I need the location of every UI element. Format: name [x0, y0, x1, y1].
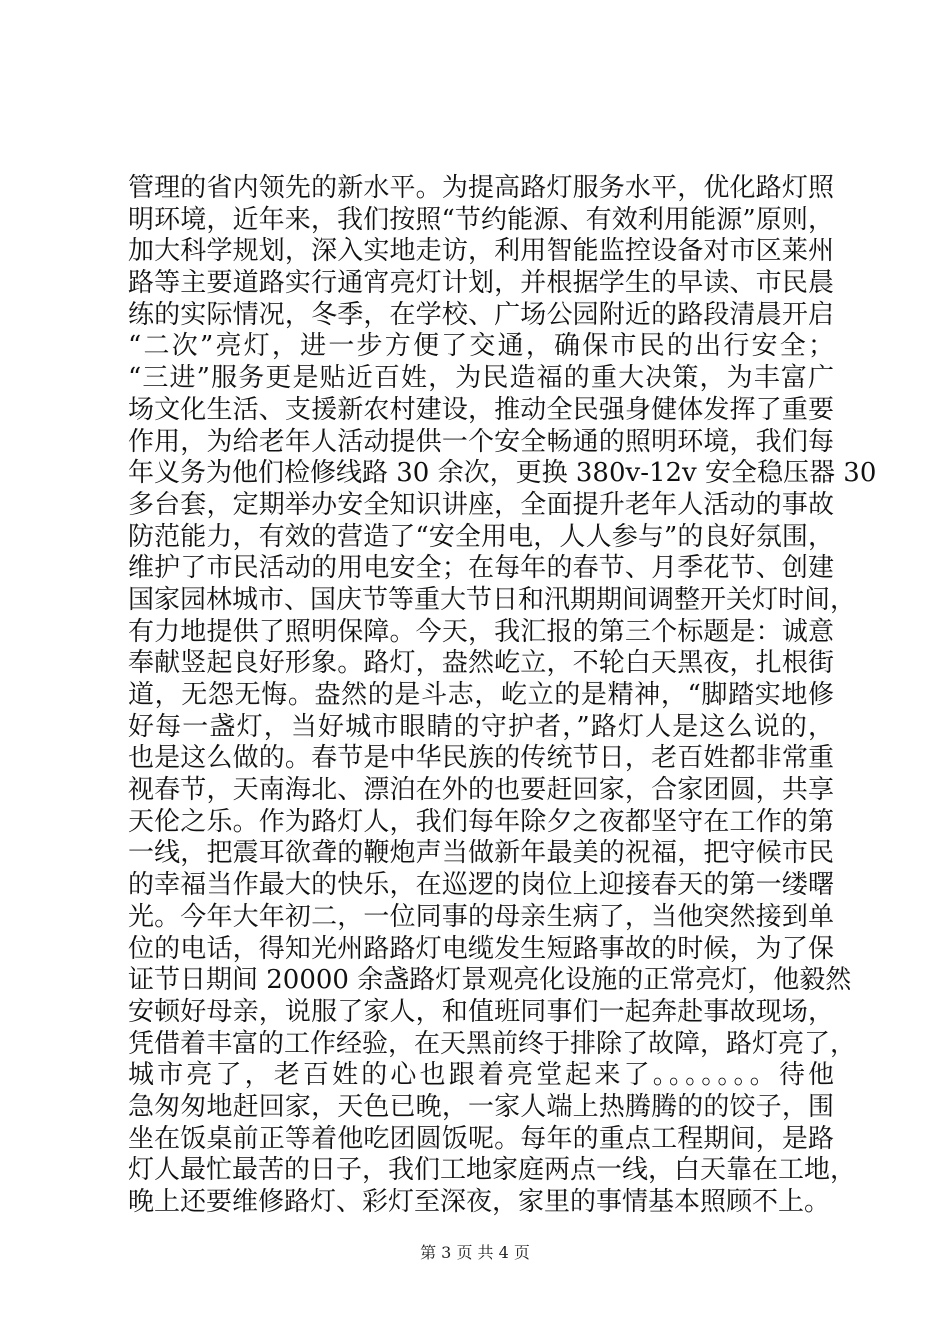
text-line: 管理的省内领先的新水平。为提高路灯服务水平，优化路灯照	[128, 173, 834, 203]
text-line: 场文化生活、支援新农村建设，推动全民强身健体发挥了重要	[128, 394, 834, 425]
text-line: 练的实际情况，冬季，在学校、广场公园附近的路段清晨开启	[128, 299, 834, 330]
text-line: “二次”亮灯，进一步方便了交通，确保市民的出行安全；	[128, 331, 834, 362]
text-line: 坐在饭桌前正等着他吃团圆饭呢。每年的重点工程期间，是路	[128, 1123, 834, 1154]
text-line: 天伦之乐。作为路灯人，我们每年除夕之夜都坚守在工作的第	[128, 806, 834, 837]
text-line: 急匆匆地赶回家，天色已晚，一家人端上热腾腾的的饺子，围	[128, 1091, 834, 1122]
text-line: 路等主要道路实行通宵亮灯计划，并根据学生的早读、市民晨	[128, 268, 834, 299]
text-line: 年义务为他们检修线路 30 余次，更换 380v-12v 安全稳压器 30	[128, 458, 877, 489]
text-line: 凭借着丰富的工作经验，在天黑前终于排除了故障，路灯亮了，	[128, 1028, 857, 1059]
text-line: 视春节，天南海北、漂泊在外的也要赶回家，合家团圆，共享	[128, 775, 834, 806]
text-line: 国家园林城市、国庆节等重大节日和汛期期间调整开关灯时间，	[128, 584, 857, 615]
text-line: 防范能力，有效的营造了“安全用电，人人参与”的良好氛围，	[128, 521, 834, 552]
text-line: 奉献竖起良好形象。路灯，盎然屹立，不轮白天黑夜，扎根街	[128, 648, 834, 679]
text-line: 的幸福当作最大的快乐，在巡逻的岗位上迎接春天的第一缕曙	[128, 870, 834, 901]
text-line: 也是这么做的。春节是中华民族的传统节日，老百姓都非常重	[128, 743, 834, 774]
text-line: 安顿好母亲，说服了家人，和值班同事们一起奔赴事故现场，	[128, 996, 834, 1027]
text-line: 作用，为给老年人活动提供一个安全畅通的照明环境，我们每	[128, 426, 834, 457]
text-line: 一线，把震耳欲聋的鞭炮声当做新年最美的祝福，把守候市民	[128, 838, 834, 869]
document-body	[128, 173, 877, 1219]
text-line: 明环境，近年来，我们按照“节约能源、有效利用能源”原则，	[128, 204, 834, 235]
text-line: 灯人最忙最苦的日子，我们工地家庭两点一线，白天靠在工地，	[128, 1155, 857, 1186]
text-line: 晚上还要维修路灯、彩灯至深夜，家里的事情基本照顾不上。	[128, 1187, 831, 1217]
text-line: 光。今年大年初二，一位同事的母亲生病了，当他突然接到单	[128, 901, 834, 932]
text-line: 有力地提供了照明保障。今天，我汇报的第三个标题是：诚意	[128, 616, 834, 647]
text-line: 维护了市民活动的用电安全；在每年的春节、月季花节、创建	[128, 553, 834, 584]
text-line: “三进”服务更是贴近百姓，为民造福的重大决策，为丰富广	[128, 363, 834, 394]
page-number-footer: 第 3 页 共 4 页	[420, 1243, 530, 1262]
text-line: 好每一盏灯，当好城市眼睛的守护者，”路灯人是这么说的，	[128, 711, 834, 742]
text-line: 加大科学规划，深入实地走访，利用智能监控设备对市区莱州	[128, 236, 834, 267]
text-line: 位的电话，得知光州路路灯电缆发生短路事故的时候，为了保	[128, 933, 834, 964]
text-line: 道，无怨无悔。盎然的是斗志，屹立的是精神，“脚踏实地修	[128, 680, 834, 710]
text-line: 多台套，定期举办安全知识讲座，全面提升老年人活动的事故	[128, 489, 834, 520]
text-line: 城市亮了，老百姓的心也跟着亮堂起来了。。。。。。。待他	[128, 1060, 834, 1091]
text-line: 证节日期间 20000 余盏路灯景观亮化设施的正常亮灯，他毅然	[128, 965, 852, 996]
